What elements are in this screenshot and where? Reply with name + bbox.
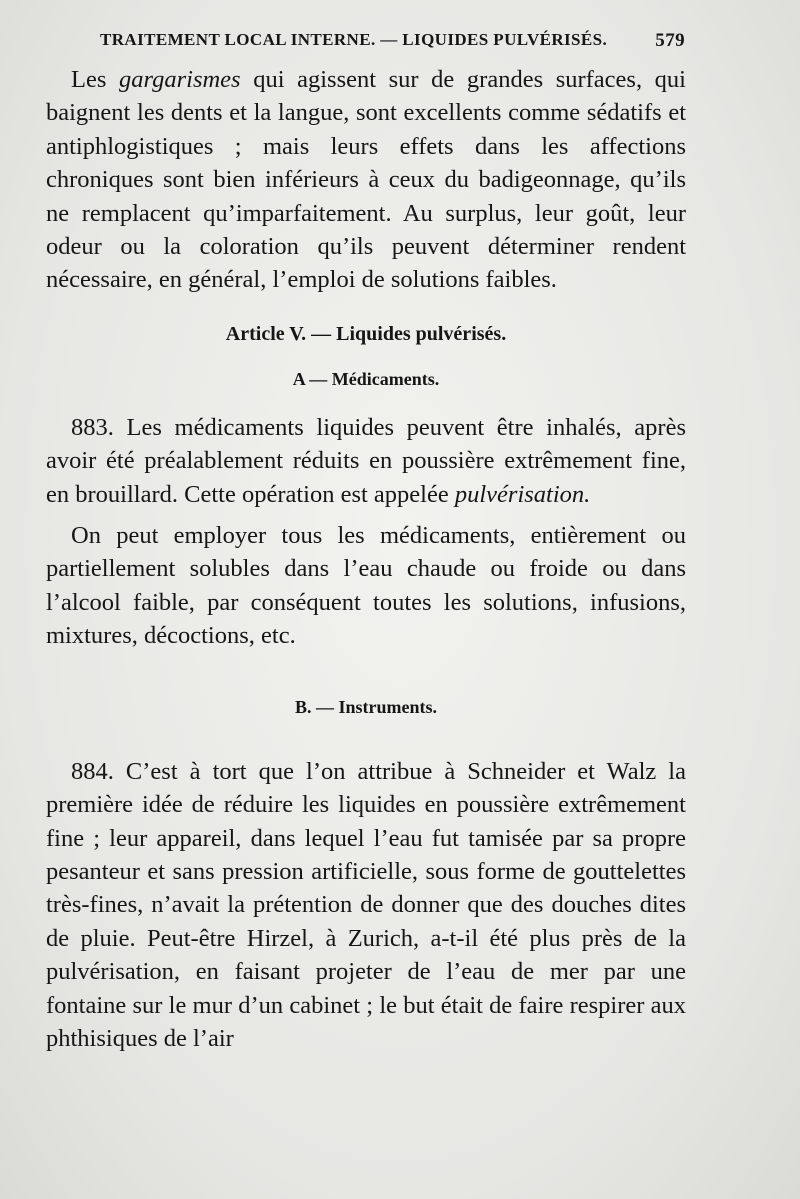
paragraph-text: Les [71, 66, 119, 93]
italic-term: gargarismes [118, 66, 241, 93]
paragraph-884: 884. C’est à tort que l’on attribue à Schneider et Walz la première idée de réduire les liquides en poussière extrêmement fine ; leur appareil, dans lequel l’eau fut tamisée par sa propre pesanteur et sans pression artificielle, sous forme de gouttelettes très-fines, n’avait la prétention de donner que des douches dites de pluie. Peut-être Hirzel, à Zurich, a-t-il été plus près de la pulvérisation, en faisant projeter de l’eau de mer par une fontaine sur le mur d’un cabinet ; le but était de faire respirer aux phthisiques de l’air [46, 757, 686, 1052]
running-title: TRAITEMENT LOCAL INTERNE. — LIQUIDES PULVÉRISÉS. [100, 30, 608, 49]
italic-term: pulvérisation. [454, 480, 591, 508]
page-number: 579 [655, 30, 685, 51]
paragraph-text: 883. Les médicaments liquides peuvent être inhalés, après avoir été préalablement réduits en poussière extrêmement fine, en brouillard. Cette opération est appelée [46, 413, 686, 508]
page-body [46, 63, 686, 1055]
paragraph-text: qui agissent sur de grandes surfaces, qui baignent les dents et la langue, sont excellents comme sédatifs et antiphlogistiques ; mais leurs effets dans les affections chroniques sont bien inférieurs à ceux du badigeonnage, qu’ils ne remplacent qu’imparfaitement. Au surplus, leur goût, leur odeur ou la coloration qu’ils peuvent déterminer rendent nécessaire, en général, l’emploi de solutions faibles. [46, 66, 686, 294]
paragraph-medicaments-solubles: On peut employer tous les médicaments, entièrement ou partiellement solubles dans l’eau chaude ou froide ou dans l’alcool faible, par conséquent toutes les solutions, infusions, mixtures, décoctions, etc. [46, 522, 686, 650]
article-heading: Article V. — Liquides pulvérisés. [225, 322, 507, 345]
paragraph-883 [46, 411, 686, 511]
section-heading-b: B. — Instruments. [294, 696, 437, 717]
paragraph-gargarismes [46, 63, 686, 297]
section-heading-a: A — Médicaments. [292, 368, 440, 389]
